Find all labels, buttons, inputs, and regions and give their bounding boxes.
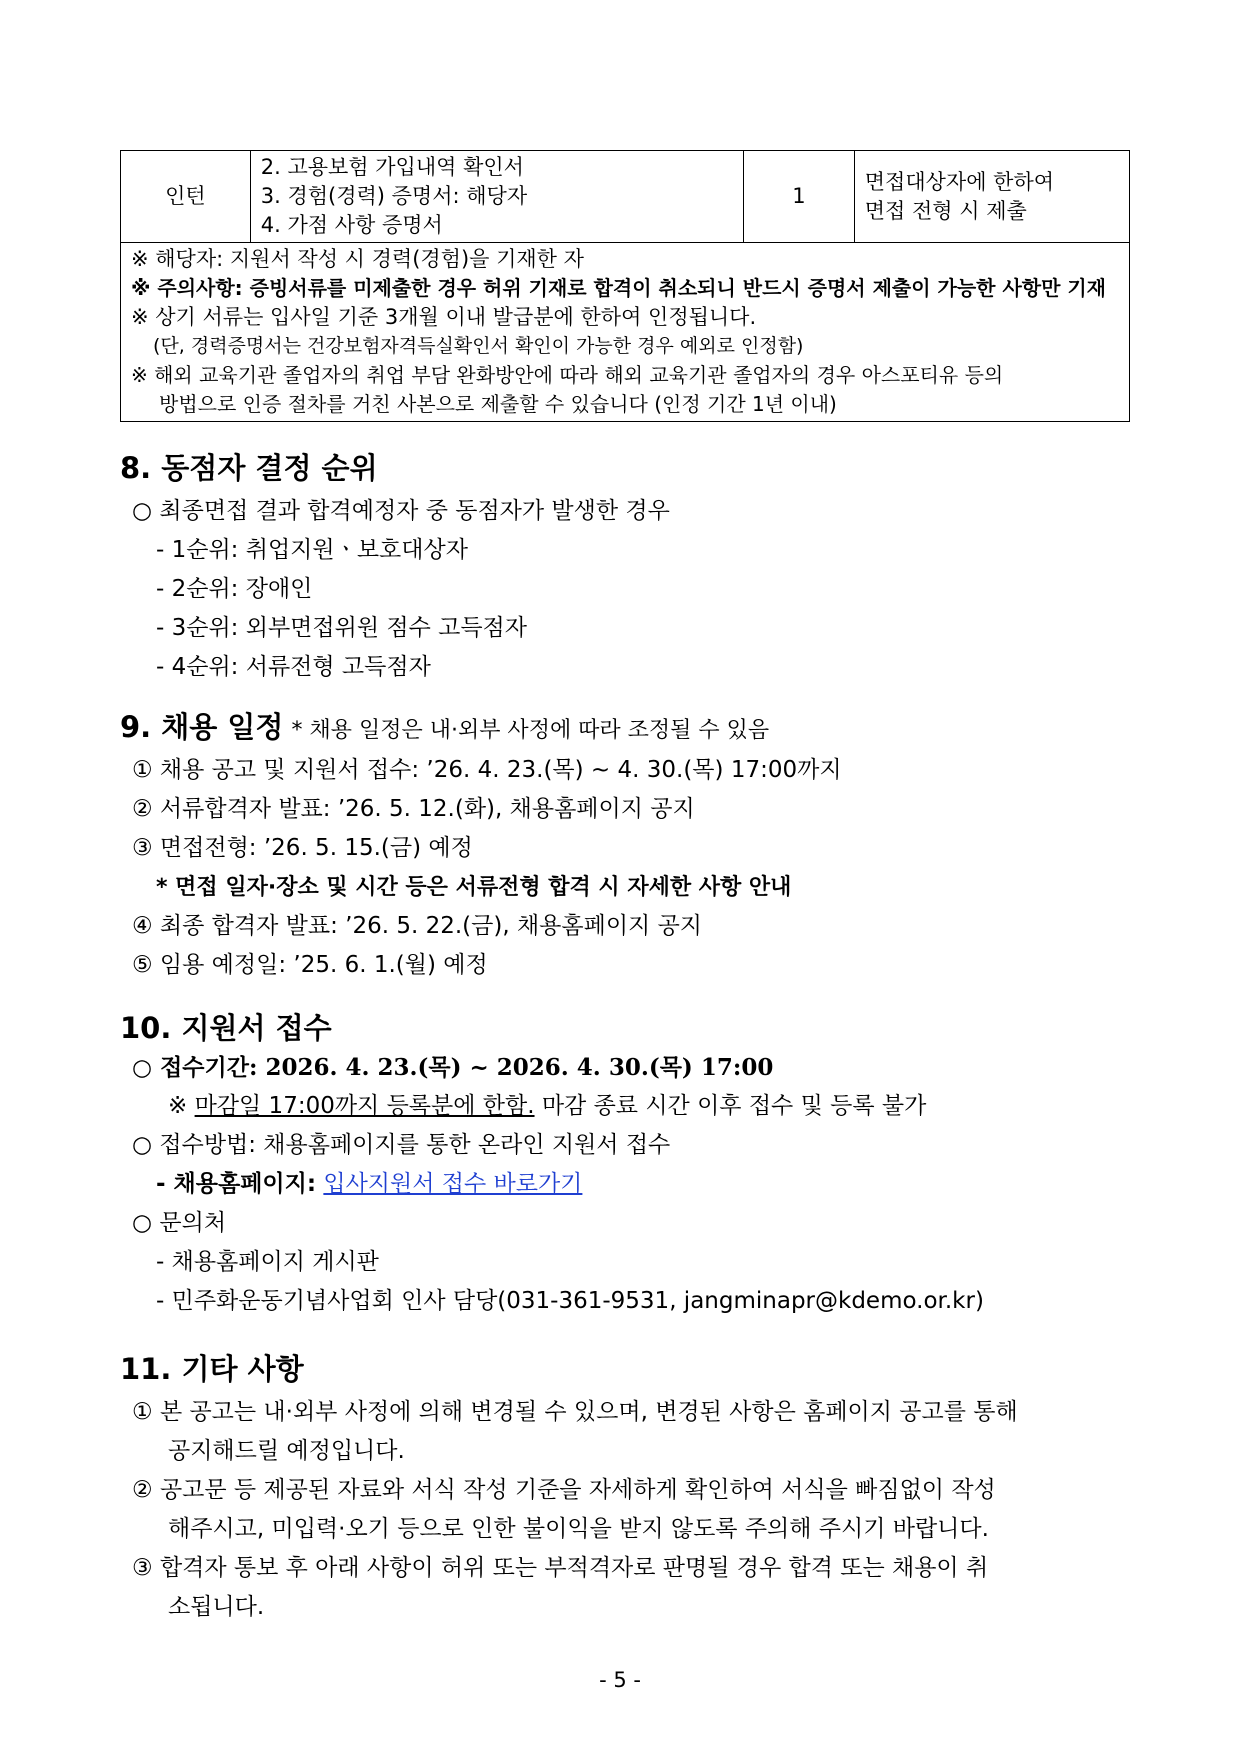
- note-line: (단, 경력증명서는 건강보험자격득실확인서 확인이 가능한 경우 예외로 인정함): [153, 335, 804, 357]
- list-item: ④ 최종 합격자 발표: ’26. 5. 22.(금), 채용홈페이지 공지: [132, 913, 703, 939]
- item-continuation: 공지해드릴 예정입니다.: [168, 1438, 405, 1464]
- deadline-note: [120, 1087, 1130, 1126]
- contact-heading: ○ 문의처: [132, 1210, 227, 1236]
- count-cell: 1: [744, 151, 855, 243]
- section-title: [120, 707, 1130, 751]
- homepage-label: - 채용홈페이지:: [156, 1171, 317, 1197]
- section-other: [120, 1349, 1130, 1627]
- section-title: 11. 기타 사항: [120, 1352, 304, 1386]
- item-text: 본 공고는 내·외부 사정에 의해 변경될 수 있으며, 변경된 사항은 홈페이지 공고를 통해: [159, 1399, 1018, 1425]
- page-number: - 5 -: [599, 1668, 641, 1692]
- notes-cell: [121, 243, 1130, 422]
- documents-cell: [250, 151, 743, 243]
- item-continuation: 해주시고, 미입력·오기 등으로 인한 불이익을 받지 않도록 주의해 주시기 바랍니다.: [168, 1516, 989, 1542]
- list-item: - 3순위: 외부면접위원 점수 고득점자: [156, 615, 527, 641]
- category-cell: 인턴: [121, 151, 251, 243]
- document-item: 3. 경험(경력) 증명서: 해당자: [260, 184, 528, 208]
- list-item: - 2순위: 장애인: [156, 576, 313, 602]
- note-line: ※ 해외 교육기관 졸업자의 취업 부담 완화방안에 따라 해외 교육기관 졸업자의 경우 아스포티유 등의: [131, 363, 1004, 387]
- list-item: ⑤ 임용 예정일: ’25. 6. 1.(월) 예정: [132, 952, 488, 978]
- table-row: [121, 151, 1130, 243]
- section-subtitle: * 채용 일정은 내·외부 사정에 따라 조정될 수 있음: [291, 718, 770, 743]
- list-item: [120, 1471, 1130, 1510]
- item-mark: ②: [132, 1477, 153, 1503]
- item-mark: ①: [132, 1399, 153, 1425]
- note-line: 방법으로 인증 절차를 거친 사본으로 제출할 수 있습니다 (인정 기간 1년 이내): [159, 392, 837, 416]
- list-item: - 1순위: 취업지원ㆍ보호대상자: [156, 537, 468, 563]
- table-row: [121, 243, 1130, 422]
- section-title: 8. 동점자 결정 순위: [120, 451, 378, 485]
- note-line: ※ 상기 서류는 입사일 기준 3개월 이내 발급분에 한하여 인정됩니다.: [131, 305, 757, 329]
- list-item: ② 서류합격자 발표: ’26. 5. 12.(화), 채용홈페이지 공지: [132, 796, 695, 822]
- section-schedule: [120, 707, 1130, 985]
- remark-line: 면접 전형 시 제출: [864, 198, 1027, 223]
- item-text: 공고문 등 제공된 자료와 서식 작성 기준을 자세하게 확인하여 서식을 빠짐없이 작성: [159, 1477, 996, 1503]
- section-tie-ranking: [120, 448, 1130, 687]
- deadline-rest: 마감 종료 시간 이후 접수 및 등록 불가: [534, 1093, 927, 1119]
- contact-item: - 민주화운동기념사업회 인사 담당(031-361-9531, jangminapr@kdemo.or.kr): [156, 1288, 984, 1314]
- application-period: ○ 접수기간: 2026. 4. 23.(목) ~ 2026. 4. 30.(목) 17:00: [132, 1054, 774, 1081]
- deadline-underlined: 마감일 17:00까지 등록분에 한함.: [194, 1093, 535, 1119]
- list-item: [120, 1393, 1130, 1432]
- item-text: 합격자 통보 후 아래 사항이 허위 또는 부적격자로 판명될 경우 합격 또는 채용이 취: [159, 1555, 989, 1581]
- schedule-note: * 면접 일자·장소 및 시간 등은 서류전형 합격 시 자세한 사항 안내: [156, 875, 792, 900]
- application-method: ○ 접수방법: 채용홈페이지를 통한 온라인 지원서 접수: [132, 1132, 671, 1158]
- warning-note: ※ 주의사항: 증빙서류를 미제출한 경우 허위 기재로 합격이 취소되니 반드시 증명서 제출이 가능한 사항만 기재: [131, 276, 1107, 300]
- section-application: [120, 1008, 1130, 1321]
- document-item: 2. 고용보험 가입내역 확인서: [260, 155, 524, 179]
- list-item: [120, 1549, 1130, 1588]
- contact-item: - 채용홈페이지 게시판: [156, 1249, 379, 1275]
- remark-line: 면접대상자에 한하여: [864, 169, 1055, 194]
- list-item: ③ 면접전형: ’26. 5. 15.(금) 예정: [132, 835, 473, 861]
- note-mark: ※: [168, 1093, 188, 1119]
- homepage-row: [120, 1165, 1130, 1204]
- apply-link[interactable]: 입사지원서 접수 바로가기: [323, 1171, 583, 1197]
- section-title: 10. 지원서 접수: [120, 1011, 332, 1045]
- note-line: ※ 해당자: 지원서 작성 시 경력(경험)을 기재한 자: [131, 247, 584, 271]
- list-lead: ○ 최종면접 결과 합격예정자 중 동점자가 발생한 경우: [132, 498, 670, 524]
- item-mark: ③: [132, 1555, 153, 1581]
- item-continuation: 소됩니다.: [168, 1594, 265, 1620]
- remark-cell: [854, 151, 1129, 243]
- document-item: 4. 가점 사항 증명서: [260, 213, 443, 237]
- list-item: ① 채용 공고 및 지원서 접수: ’26. 4. 23.(목) ~ 4. 30.(목) 17:00까지: [132, 757, 842, 783]
- section-title-text: 9. 채용 일정: [120, 710, 284, 744]
- requirements-table: [120, 150, 1130, 422]
- list-item: - 4순위: 서류전형 고득점자: [156, 654, 431, 680]
